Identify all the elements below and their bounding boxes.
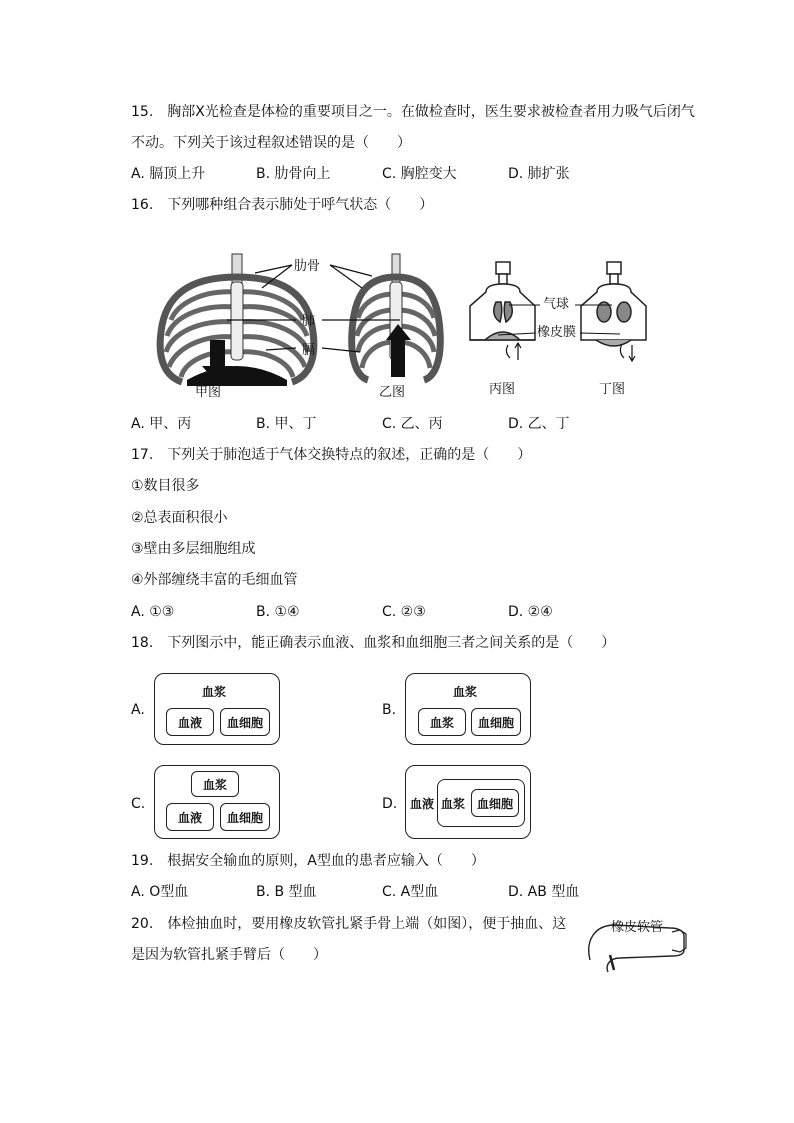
q18-c-top-box: 血浆 [191, 771, 239, 797]
arrow-down-icon [620, 344, 635, 361]
q19-option-b: B. B 型血 [256, 884, 317, 900]
q15-stem-line2: 不动。下列关于该过程叙述错误的是（ ） [131, 135, 411, 151]
q17-item-4: ④外部缠绕丰富的毛细血管 [131, 572, 298, 588]
q15-option-b: B. 肋骨向上 [256, 166, 331, 182]
q17-option-a: A. ①③ [131, 604, 175, 620]
label-diaphragm: 膈 [302, 343, 316, 358]
q18-b-outer-label: 血浆 [453, 685, 478, 699]
q16-option-b: B. 甲、丁 [256, 416, 317, 432]
q16-option-c: C. 乙、丙 [382, 416, 443, 432]
q18-c-inner-box-2: 血细胞 [220, 803, 270, 831]
label-jia: 甲图 [195, 385, 222, 400]
q16-option-d: D. 乙、丁 [508, 416, 570, 432]
q18-option-c-letter: C. [131, 796, 146, 812]
q15-option-c: C. 胸腔变大 [382, 166, 457, 182]
label-rubber: 橡皮膜 [537, 325, 577, 340]
q17-stem: 17. 下列关于肺泡适于气体交换特点的叙述，正确的是（ ） [131, 447, 532, 463]
q18-d-mid-label: 血浆 [441, 797, 466, 811]
q18-c-inner-box-1: 血液 [166, 803, 214, 831]
label-lung: 肺 [302, 314, 316, 329]
q15-stem-line1: 15. 胸部X光检查是体检的重要项目之一。在做检查时，医生要求被检查者用力吸气后闭气 [131, 104, 695, 120]
q17-item-2: ②总表面积很小 [131, 510, 228, 526]
label-ding: 丁图 [599, 382, 626, 397]
q18-a-inner-box-1: 血液 [166, 708, 214, 736]
q18-stem: 18. 下列图示中，能正确表示血液、血浆和血细胞三者之间关系的是（ ） [131, 635, 616, 651]
q15-option-a: A. 膈顶上升 [131, 166, 206, 182]
label-rubber-tube: 橡皮软管 [611, 920, 664, 935]
q19-option-d: D. AB 型血 [508, 884, 580, 900]
arrow-up-icon [506, 343, 521, 360]
q18-b-inner-box-2: 血细胞 [471, 708, 521, 736]
q19-option-c: C. A型血 [382, 884, 439, 900]
q18-option-a-letter: A. [131, 702, 145, 718]
q17-option-c: C. ②③ [382, 604, 426, 620]
q18-a-inner-box-2: 血细胞 [220, 708, 270, 736]
q17-option-b: B. ①④ [256, 604, 300, 620]
q15-option-d: D. 肺扩张 [508, 166, 570, 182]
q16-figure [0, 240, 794, 440]
bell-jar-bing-image [470, 262, 535, 340]
q19-option-a: A. O型血 [131, 884, 189, 900]
q18-d-inner-box: 血细胞 [471, 789, 519, 817]
q18-b-inner-box-1: 血浆 [418, 708, 466, 736]
q18-a-outer-label: 血浆 [202, 685, 227, 699]
q20-stem-line1: 20. 体检抽血时，要用橡皮软管扎紧手骨上端（如图），便于抽血、这 [131, 916, 567, 932]
q17-option-d: D. ②④ [508, 604, 553, 620]
q16-stem: 16. 下列哪种组合表示肺处于呼气状态（ ） [131, 197, 434, 213]
q16-option-a: A. 甲、丙 [131, 416, 192, 432]
label-balloon: 气球 [543, 297, 570, 312]
q18-option-d-letter: D. [382, 796, 398, 812]
label-bing: 丙图 [489, 382, 516, 397]
q19-stem: 19. 根据安全输血的原则，A型血的患者应输入（ ） [131, 853, 485, 869]
q18-option-b-letter: B. [382, 702, 397, 718]
q17-item-3: ③壁由多层细胞组成 [131, 541, 256, 557]
label-yi: 乙图 [379, 385, 406, 400]
q20-stem-line2: 是因为软管扎紧手臂后（ ） [131, 947, 327, 963]
q18-d-outer-label: 血液 [410, 797, 435, 811]
label-rib: 肋骨 [294, 259, 321, 274]
q17-item-1: ①数目很多 [131, 478, 200, 494]
